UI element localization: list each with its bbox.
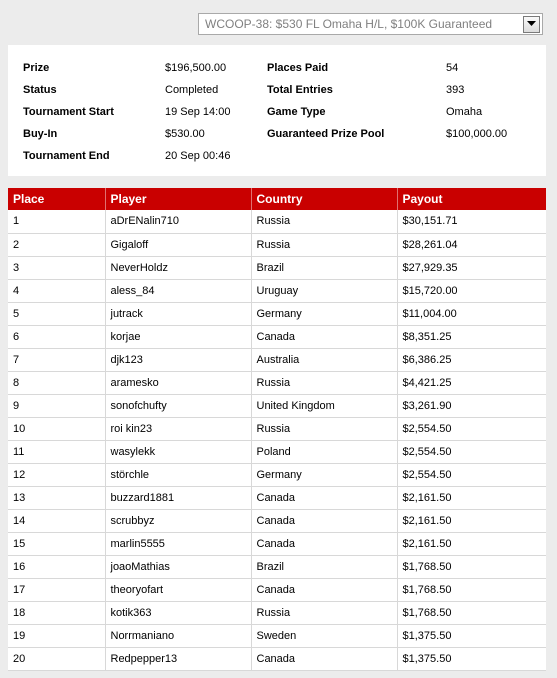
country-cell: Russia bbox=[251, 601, 397, 624]
player-cell: sonofchufty bbox=[105, 394, 251, 417]
place-cell: 10 bbox=[8, 417, 105, 440]
player-cell: aDrENalin710 bbox=[105, 210, 251, 233]
place-cell: 16 bbox=[8, 555, 105, 578]
country-cell: Russia bbox=[251, 210, 397, 233]
country-cell: Russia bbox=[251, 417, 397, 440]
payout-cell: $1,768.50 bbox=[397, 601, 546, 624]
table-header-row bbox=[8, 188, 546, 210]
table-row[interactable] bbox=[8, 555, 546, 578]
table-row[interactable] bbox=[8, 210, 546, 233]
header-payout[interactable]: Payout bbox=[397, 188, 546, 210]
payout-cell: $1,375.50 bbox=[397, 647, 546, 670]
game-type-label: Game Type bbox=[267, 106, 326, 118]
chevron-down-icon bbox=[527, 21, 536, 27]
country-cell: Canada bbox=[251, 647, 397, 670]
tournament-start-label: Tournament Start bbox=[23, 106, 114, 118]
country-cell: Russia bbox=[251, 371, 397, 394]
tournament-select-value: WCOOP-38: $530 FL Omaha H/L, $100K Guaranteed bbox=[205, 17, 493, 31]
table-row[interactable] bbox=[8, 440, 546, 463]
player-cell: NeverHoldz bbox=[105, 256, 251, 279]
place-cell: 1 bbox=[8, 210, 105, 233]
header-place[interactable]: Place bbox=[8, 188, 105, 210]
player-cell: djk123 bbox=[105, 348, 251, 371]
guaranteed-prize-pool-label: Guaranteed Prize Pool bbox=[267, 128, 385, 140]
player-cell: joaoMathias bbox=[105, 555, 251, 578]
total-entries-label: Total Entries bbox=[267, 84, 333, 96]
payout-cell: $8,351.25 bbox=[397, 325, 546, 348]
table-row[interactable] bbox=[8, 279, 546, 302]
country-cell: Brazil bbox=[251, 555, 397, 578]
place-cell: 17 bbox=[8, 578, 105, 601]
table-row[interactable] bbox=[8, 624, 546, 647]
payout-cell: $28,261.04 bbox=[397, 233, 546, 256]
table-row[interactable] bbox=[8, 532, 546, 555]
country-cell: Canada bbox=[251, 578, 397, 601]
player-cell: wasylekk bbox=[105, 440, 251, 463]
player-cell: Redpepper13 bbox=[105, 647, 251, 670]
payout-cell: $30,151.71 bbox=[397, 210, 546, 233]
dropdown-arrow-button[interactable] bbox=[523, 16, 540, 33]
prize-label-row bbox=[23, 59, 49, 77]
place-cell: 14 bbox=[8, 509, 105, 532]
table-row[interactable] bbox=[8, 256, 546, 279]
place-cell: 13 bbox=[8, 486, 105, 509]
country-cell: Germany bbox=[251, 463, 397, 486]
payout-cell: $27,929.35 bbox=[397, 256, 546, 279]
place-cell: 12 bbox=[8, 463, 105, 486]
payout-cell: $2,554.50 bbox=[397, 417, 546, 440]
table-row[interactable] bbox=[8, 463, 546, 486]
place-cell: 2 bbox=[8, 233, 105, 256]
place-cell: 15 bbox=[8, 532, 105, 555]
prize-value: $196,500.00 bbox=[165, 62, 227, 74]
table-row[interactable] bbox=[8, 601, 546, 624]
status-label: Status bbox=[23, 84, 57, 96]
payout-cell: $4,421.25 bbox=[397, 371, 546, 394]
country-cell: Canada bbox=[251, 325, 397, 348]
player-cell: roi kin23 bbox=[105, 417, 251, 440]
country-cell: United Kingdom bbox=[251, 394, 397, 417]
country-cell: Brazil bbox=[251, 256, 397, 279]
tournament-start-value: 19 Sep 14:00 bbox=[165, 106, 231, 118]
table-row[interactable] bbox=[8, 348, 546, 371]
payout-cell: $2,554.50 bbox=[397, 440, 546, 463]
tournament-info-panel bbox=[8, 45, 546, 176]
payout-table-body bbox=[8, 210, 546, 670]
tournament-select[interactable] bbox=[198, 13, 543, 35]
place-cell: 11 bbox=[8, 440, 105, 463]
buy-in-value: $530.00 bbox=[165, 128, 205, 140]
header-country[interactable]: Country bbox=[251, 188, 397, 210]
table-row[interactable] bbox=[8, 233, 546, 256]
table-row[interactable] bbox=[8, 578, 546, 601]
place-cell: 20 bbox=[8, 647, 105, 670]
status-value: Completed bbox=[165, 84, 219, 96]
payout-cell: $1,375.50 bbox=[397, 624, 546, 647]
table-row[interactable] bbox=[8, 417, 546, 440]
country-cell: Australia bbox=[251, 348, 397, 371]
payout-cell: $6,386.25 bbox=[397, 348, 546, 371]
player-cell: scrubbyz bbox=[105, 509, 251, 532]
payout-cell: $2,161.50 bbox=[397, 486, 546, 509]
country-cell: Uruguay bbox=[251, 279, 397, 302]
player-cell: korjae bbox=[105, 325, 251, 348]
player-cell: störchle bbox=[105, 463, 251, 486]
payout-cell: $3,261.90 bbox=[397, 394, 546, 417]
player-cell: marlin5555 bbox=[105, 532, 251, 555]
player-cell: Norrmaniano bbox=[105, 624, 251, 647]
place-cell: 18 bbox=[8, 601, 105, 624]
table-row[interactable] bbox=[8, 325, 546, 348]
country-cell: Sweden bbox=[251, 624, 397, 647]
player-cell: kotik363 bbox=[105, 601, 251, 624]
country-cell: Canada bbox=[251, 532, 397, 555]
player-cell: buzzard1881 bbox=[105, 486, 251, 509]
place-cell: 6 bbox=[8, 325, 105, 348]
place-cell: 8 bbox=[8, 371, 105, 394]
payout-cell: $15,720.00 bbox=[397, 279, 546, 302]
country-cell: Canada bbox=[251, 486, 397, 509]
payout-cell: $2,161.50 bbox=[397, 509, 546, 532]
buy-in-label: Buy-In bbox=[23, 128, 58, 140]
payout-cell: $11,004.00 bbox=[397, 302, 546, 325]
payout-cell: $2,554.50 bbox=[397, 463, 546, 486]
country-cell: Russia bbox=[251, 233, 397, 256]
table-row[interactable] bbox=[8, 486, 546, 509]
place-cell: 7 bbox=[8, 348, 105, 371]
player-cell: aless_84 bbox=[105, 279, 251, 302]
country-cell: Germany bbox=[251, 302, 397, 325]
country-cell: Poland bbox=[251, 440, 397, 463]
place-cell: 3 bbox=[8, 256, 105, 279]
payout-table bbox=[8, 188, 546, 671]
places-paid-value: 54 bbox=[446, 62, 459, 74]
table-row[interactable] bbox=[8, 509, 546, 532]
table-row[interactable] bbox=[8, 371, 546, 394]
country-cell: Canada bbox=[251, 509, 397, 532]
table-row[interactable] bbox=[8, 302, 546, 325]
tournament-end-value: 20 Sep 00:46 bbox=[165, 150, 231, 162]
game-type-value: Omaha bbox=[446, 106, 483, 118]
total-entries-value: 393 bbox=[446, 84, 465, 96]
table-row[interactable] bbox=[8, 647, 546, 670]
player-cell: theoryofart bbox=[105, 578, 251, 601]
tournament-end-label: Tournament End bbox=[23, 150, 110, 162]
place-cell: 5 bbox=[8, 302, 105, 325]
player-cell: Gigaloff bbox=[105, 233, 251, 256]
payout-cell: $1,768.50 bbox=[397, 578, 546, 601]
player-cell: jutrack bbox=[105, 302, 251, 325]
payout-cell: $1,768.50 bbox=[397, 555, 546, 578]
player-cell: aramesko bbox=[105, 371, 251, 394]
table-row[interactable] bbox=[8, 394, 546, 417]
place-cell: 4 bbox=[8, 279, 105, 302]
places-paid-label: Places Paid bbox=[267, 62, 329, 74]
header-player[interactable]: Player bbox=[105, 188, 251, 210]
payout-cell: $2,161.50 bbox=[397, 532, 546, 555]
place-cell: 9 bbox=[8, 394, 105, 417]
prize-label: Prize bbox=[23, 62, 50, 74]
guaranteed-prize-pool-value: $100,000.00 bbox=[446, 128, 508, 140]
place-cell: 19 bbox=[8, 624, 105, 647]
